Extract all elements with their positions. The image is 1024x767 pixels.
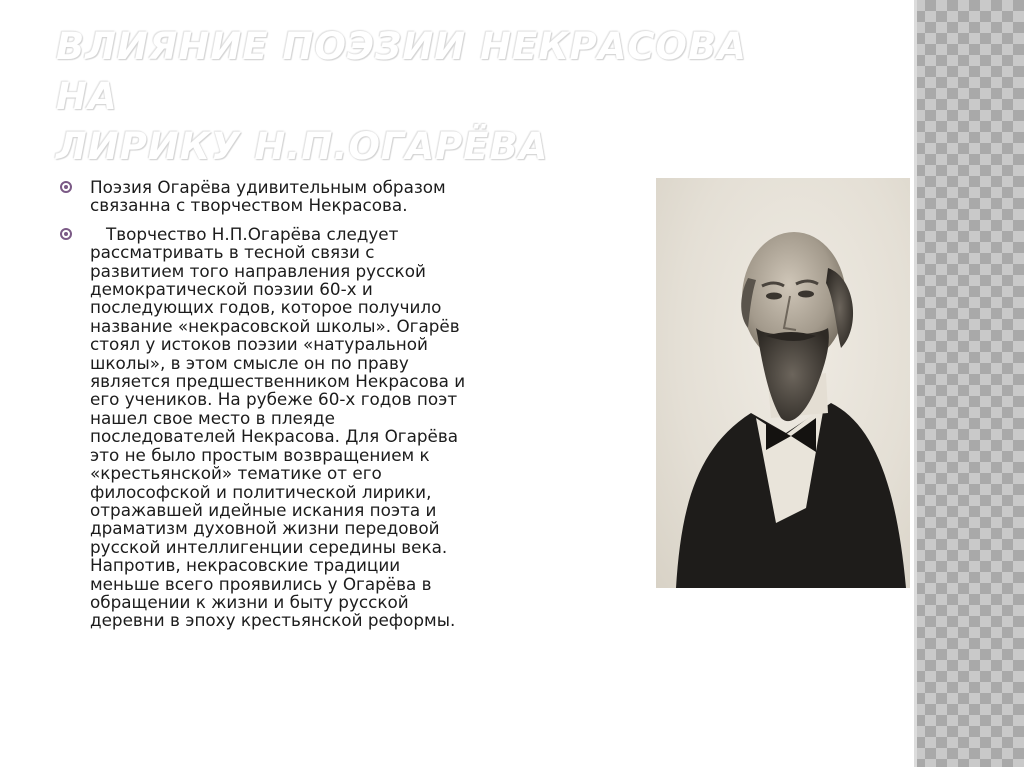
bullet-line: школы», в этом смысле он по праву <box>90 352 409 373</box>
bullet-line: русской интеллигенции середины века. <box>90 536 448 557</box>
bullet-line: отражавшей идейные искания поэта и <box>90 499 437 520</box>
bullet-circle-icon <box>60 181 72 193</box>
bullet-line: философской и политической лирики, <box>90 481 432 502</box>
bullet-line: демократической поэзии 60-х и <box>90 279 373 300</box>
bullet-line: является предшественником Некрасова и <box>90 371 466 392</box>
bullet-line: рассматривать в тесной связи с <box>90 242 375 263</box>
title-line-2: ЛИРИКУ Н.П.ОГАРЁВА <box>56 125 549 168</box>
bullet-item-2 <box>60 225 540 630</box>
bullet-line: название «некрасовской школы». Огарёв <box>90 315 460 336</box>
portrait-photo <box>656 178 910 588</box>
bullet-line: Творчество Н.П.Огарёва следует <box>90 223 399 244</box>
portrait-photo-icon <box>656 178 910 588</box>
bullet-line: деревни в эпоху крестьянской реформы. <box>90 610 456 631</box>
bullet-line: обращении к жизни и быту русской <box>90 591 409 612</box>
bullet-line: последователей Некрасова. Для Огарёва <box>90 426 459 447</box>
bullet-line: последующих годов, которое получило <box>90 297 442 318</box>
bullet-line: Поэзия Огарёва удивительным образом <box>90 177 446 197</box>
title-line-1: ВЛИЯНИЕ ПОЭЗИИ НЕКРАСОВА НА <box>56 25 747 118</box>
bullet-line: «крестьянской» тематике от его <box>90 463 382 484</box>
bullet-line: это не было простым возвращением к <box>90 444 430 465</box>
bullet-line: драматизм духовной жизни передовой <box>90 518 440 539</box>
bullet-line: меньше всего проявились у Огарёва в <box>90 573 432 594</box>
bullet-item-1 <box>60 178 540 215</box>
slide-title <box>56 22 756 172</box>
bullet-line: связанна с творчеством Некрасова. <box>90 195 408 216</box>
bullet-circle-icon <box>60 228 72 240</box>
bullet-line: стоял у истоков поэзии «натуральной <box>90 334 428 355</box>
bullet-line: развитием того направления русской <box>90 260 426 281</box>
bullet-list <box>60 178 540 640</box>
bullet-line: нашел свое место в плеяде <box>90 407 335 428</box>
bullet-line: Напротив, некрасовские традиции <box>90 555 401 576</box>
bullet-line: его учеников. На рубеже 60-х годов поэт <box>90 389 458 410</box>
decorative-side-strip <box>914 0 1024 767</box>
